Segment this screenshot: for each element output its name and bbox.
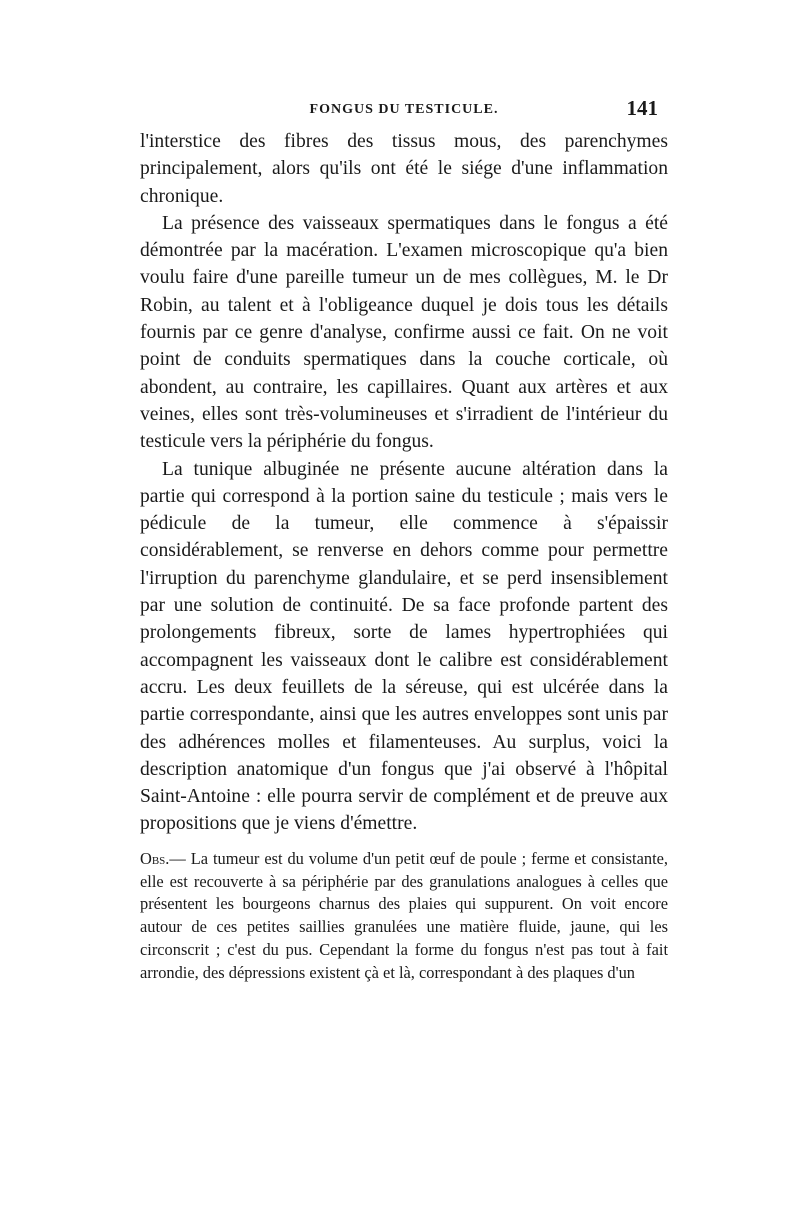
observation-block: [140, 848, 668, 985]
body-text: [140, 128, 668, 838]
observation-paragraph: [140, 848, 668, 985]
observation-label: Obs.: [140, 848, 170, 868]
paragraph-continuation: l'interstice des fibres des tissus mous, des parenchymes principalement, alors qu'ils ont été le siége d'une inflammation chronique.: [140, 131, 668, 207]
running-head: [140, 96, 668, 122]
paragraph-vessels: La présence des vaisseaux spermatiques dans le fongus a été démontrée par la macération. L'examen microscopique qu'a bien voulu faire d'une pareille tumeur un de mes collègues, M. le Dr Robin, au talent et à l'obligeance duquel je dois tous les détails fournis par ce genre d'analyse, confirme aussi ce fait. On ne voit point de conduits spermatiques dans la couche corticale, où abondent, au contraire, les capillaires. Quant aux artères et aux veines, elles sont très-volumineuses et s'irradient de l'intérieur du testicule vers la périphérie du fongus.: [140, 212, 668, 453]
running-title: FONGUS DU TESTICULE.: [309, 102, 499, 117]
book-page: [140, 96, 668, 985]
paragraph-tunica: La tunique albuginée ne présente aucune altération dans la partie qui correspond à la portion saine du testicule ; mais vers le pédicule de la tumeur, elle commence à s'épaissir considérablement, se renverse en dehors comme pour permettre l'irruption du parenchyme glandulaire, et se perd insensiblement par une solution de continuité. De sa face profonde partent des prolongements fibreux, sorte de lames hypertrophiées qui accompagnent les vaisseaux dont le calibre est considérablement accru. Les deux feuillets de la séreuse, qui est ulcérée dans la partie correspondante, ainsi que les autres enveloppes sont unis par des adhérences molles et filamenteuses. Au surplus, voici la description anatomique d'un fongus que j'ai observé à l'hôpital Saint-Antoine : elle pourra servir de complément et de preuve aux propositions que je viens d'émettre.: [140, 458, 668, 835]
observation-text: — La tumeur est du volume d'un petit œuf de poule ; ferme et consistante, elle est recouverte à sa périphérie par des granulations analogues à celles que présentent les bourgeons charnus des plaies qui suppurent. On voit encore autour de ces petites saillies granulées une matière fluide, jaune, qui les circonscrit ; c'est du pus. Cependant la forme du fongus n'est pas tout à fait arrondie, des dépressions existent çà et là, correspondant à des plaques d'un: [140, 848, 668, 982]
page-number: 141: [626, 96, 658, 120]
